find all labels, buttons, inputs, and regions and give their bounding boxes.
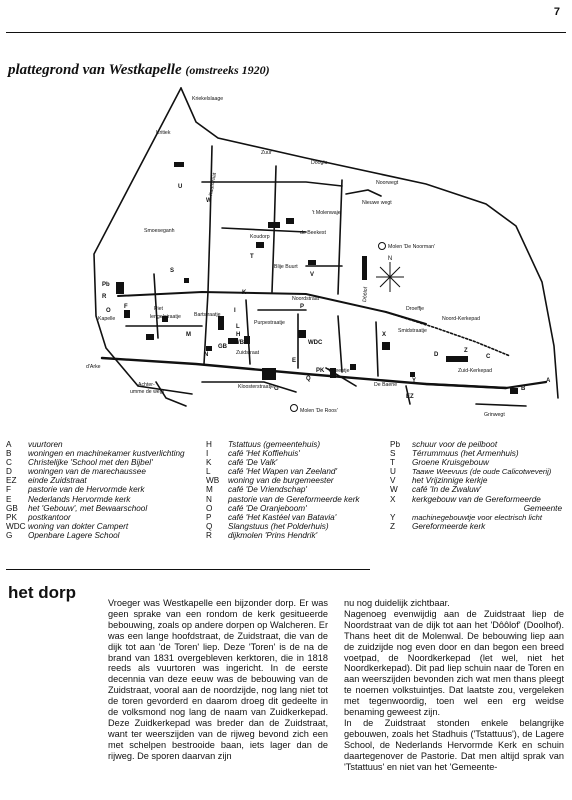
legend-item: I café 'Het Koffiehuis' xyxy=(206,449,300,459)
map-letter: T xyxy=(250,254,254,260)
map-label: De Baene xyxy=(374,382,398,388)
map-label: Kloosterstraatje xyxy=(238,384,275,390)
map-letter: H xyxy=(236,332,241,338)
legend-item: PK postkantoor xyxy=(6,512,71,522)
map-label: Molen 'De Roos' xyxy=(300,408,338,414)
top-rule xyxy=(6,32,566,33)
title-sub: (omstreeks 1920) xyxy=(185,63,270,77)
paragraph: In de Zuidstraat stonden enkele belangrijke gebouwen, zoals het Stadhuis ('Tstattuus'), de Lagere School, de Nederlands Hervormde Kerk en schuin daartegenover de Pastorie. Dat men altijd sprak van 'Tstattuus' en niet van het 'Gemeente- xyxy=(344,717,564,772)
map-letter: E xyxy=(292,358,297,364)
village-map xyxy=(6,86,566,430)
section-title: het dorp xyxy=(8,583,76,602)
map-letter: GB xyxy=(218,344,227,350)
legend-item: T Groene Kruisgebouw xyxy=(390,458,489,468)
map-letter: P xyxy=(300,304,305,310)
paragraph: nu nog duidelijk zichtbaar. xyxy=(344,598,450,608)
map-label: Kriekelslaage xyxy=(192,96,224,102)
legend-item: D woningen van de marechaussee xyxy=(6,467,146,477)
map-label: 't Molenwaje xyxy=(312,210,341,216)
map-letter: M xyxy=(186,332,191,338)
map-label: Achter- xyxy=(138,382,155,388)
map-letter: S xyxy=(170,268,175,274)
map-letter: D xyxy=(434,352,439,358)
map-label: umme de wegt xyxy=(130,389,165,395)
map-label: Koudorp xyxy=(250,234,270,240)
map-label: lengelstraatje xyxy=(150,314,181,320)
legend-item: U Taawe Weevuus (de oude Calicotweverij) xyxy=(390,467,552,477)
map-label: Molen 'De Noorman' xyxy=(388,244,435,250)
map-letter: W xyxy=(206,198,212,204)
map-letter: N xyxy=(204,352,209,358)
legend-item: X kerkgebouw van de Gereformeerde xyxy=(390,494,541,504)
paragraph: Nagenoeg evenwijdig aan de Zuidstraat liep de Noordstraat van de dijk tot aan het 'Dôôlof' (Doolhof). Thans heet dit de Molenwal. De bebouwing liep aan de zuidzijde nog even door en dan begon een breed voetpad, de Noordkerkepad (let wel, niet het Noordkerkepad). Dit pad liep schuin naar de Toren en aan weerszijden bevonden zich wat men thans pleegt te noemen volkstuintjes. Dat laatste zou, vergeleken met tegenwoordig, toen wel een erg weidse benaming geweest zijn. xyxy=(344,608,564,718)
map-label: Kritiek xyxy=(156,130,171,136)
map-label: de Beekest xyxy=(300,230,326,236)
map-label: Zuur xyxy=(261,150,272,156)
map-label: Noord-Kerkepad xyxy=(442,316,481,322)
legend-item: E Nederlands Hervormde kerk xyxy=(6,494,131,504)
map-label: d'Arke xyxy=(86,364,101,370)
legend-item: GB het 'Gebouw', met Bewaarschool xyxy=(6,503,148,513)
legend-item: WDC woning van dokter Campert xyxy=(6,521,129,531)
legend-item: L café 'Het Wapen van Zeeland' xyxy=(206,467,338,477)
map-letter: A xyxy=(546,378,551,384)
legend-item: EZ einde Zuidstraat xyxy=(6,476,87,486)
map-label: Droeffje xyxy=(406,306,425,312)
map-letter: I xyxy=(234,308,236,314)
map-label: Piet xyxy=(154,306,163,312)
map-letter: X xyxy=(382,332,387,338)
map-label: Noorwegt xyxy=(376,180,399,186)
map-label: Kaaistraat xyxy=(208,172,219,197)
compass-n-label: N xyxy=(387,256,393,262)
map-letter: Z xyxy=(464,348,468,354)
map-letter: WB xyxy=(234,340,244,346)
legend-item: V het Vrijzinnige kerkje xyxy=(390,476,488,486)
legend-item: Pb schuur voor de peilboot xyxy=(390,440,498,449)
legend-item: R dijkmolen 'Prins Hendrik' xyxy=(206,530,318,540)
map-label: Noordstraat xyxy=(292,296,320,302)
map-letter: Y xyxy=(412,378,417,384)
text-column-2 xyxy=(344,598,564,773)
legend-item: W café 'In de Zwaluw' xyxy=(390,485,482,495)
page-title xyxy=(8,62,270,79)
legend-item: Y machinegebouwtje voor electrisch licht xyxy=(390,512,543,522)
map-letter: R xyxy=(102,294,107,300)
map-label: Blije Buurt xyxy=(274,264,298,270)
map-letter: PK xyxy=(316,368,325,374)
legend-col-1 xyxy=(6,440,206,540)
map-letter: EZ xyxy=(406,394,414,400)
legend-item: WB woning van de burgemeester xyxy=(206,476,334,486)
legend-item: M café 'De Vriendschap' xyxy=(206,485,307,495)
map-label: Dôôglu xyxy=(311,160,328,166)
map-letter: F xyxy=(124,304,128,310)
legend-item: B woningen en machinekamer kustverlichting xyxy=(6,449,185,459)
paragraph: Vroeger was Westkapelle een bijzonder dorp. Er was geen sprake van een rondom de kerk gesitueerde bebouwing, zoals op andere dorpen op Walcheren. Er was een lange hoofdstraat, de Zuidstraat, die van de dijk tot aan 'de Toren' liep. Deze 'Toren' is de na de brand van 1831 overgebleven kerktoren, die in 1818 reeds als vuurtoren was ingericht. In de eerste decennia van deze eeuw was de bebouwing van de Zuidstraat, vooral aan de noordzijde, nog lang niet tot de toren gevorderd en daarom droeg dit gedeelte in de volksmond nog lang de naam van Zuidkerkepad. Deze Zuidkerkepad was breder dan de Zuidstraat, want ter weerszijden van de rijweg bevond zich een met schelpen bestrooide baan, iets lager dan de rijweg. De sporen daarvan zijn xyxy=(108,598,328,761)
map-letter: U xyxy=(178,184,183,190)
legend-col-3 xyxy=(390,440,568,531)
map-letter: Q xyxy=(306,376,311,382)
text-column-1 xyxy=(108,598,328,762)
map-label: Dôôlof xyxy=(362,286,370,303)
map-label: Bartstraatje xyxy=(194,312,221,318)
legend-item: Gemeente xyxy=(523,503,562,513)
legend-item: F pastorie van de Hervormde kerk xyxy=(6,485,145,495)
map-label: Kapelle xyxy=(98,316,116,322)
legend-item: N pastorie van de Gereformeerde kerk xyxy=(206,494,360,504)
page-number: 7 xyxy=(553,6,560,18)
map-letter: L xyxy=(236,324,240,330)
title-main: plattegrond van Westkapelle xyxy=(8,62,182,78)
map-label: Purpestraatje xyxy=(254,320,285,326)
map-label: Smidstraatje xyxy=(398,328,427,334)
legend-item: Q Slangstuus (het Polderhuis) xyxy=(206,521,329,531)
map-label: Grinwegt xyxy=(484,412,505,418)
map-label: Zuidstraat xyxy=(236,350,260,356)
map-letter: Pb xyxy=(102,282,110,288)
legend-item: K café 'De Valk' xyxy=(206,458,278,468)
legend-item: Z Gereformeerde kerk xyxy=(390,521,486,531)
map-letter: B xyxy=(521,386,526,392)
map-letter: G xyxy=(274,386,279,392)
map-letter: C xyxy=(486,354,491,360)
map-letter: K xyxy=(242,290,247,296)
compass-icon xyxy=(376,262,404,292)
map-label: Nieuwe wegt xyxy=(362,200,392,206)
legend-col-2 xyxy=(206,440,390,540)
legend-item: A vuurtoren xyxy=(6,440,63,449)
legend-item: C Christelijke 'School met den Bijbel' xyxy=(6,458,153,468)
map-letter: V xyxy=(310,272,315,278)
legend-item: H Tstattuus (gemeentehuis) xyxy=(206,440,321,449)
section-divider xyxy=(6,569,370,570)
legend-item: G Openbare Lagere School xyxy=(6,530,120,540)
legend-item: P café 'Het Kastéel van Batavia' xyxy=(206,512,337,522)
map-label: Zuid-Kerkepad xyxy=(458,368,493,374)
legend-item: O café 'De Oranjeboom' xyxy=(206,503,307,513)
map-label: 't Beentje xyxy=(328,368,350,374)
map-label: Smoeseganh xyxy=(144,228,175,234)
map-letter: O xyxy=(106,308,111,314)
legend-item: S Térrummuus (het Armenhuis) xyxy=(390,449,519,459)
map-letter: WDC xyxy=(308,340,323,346)
